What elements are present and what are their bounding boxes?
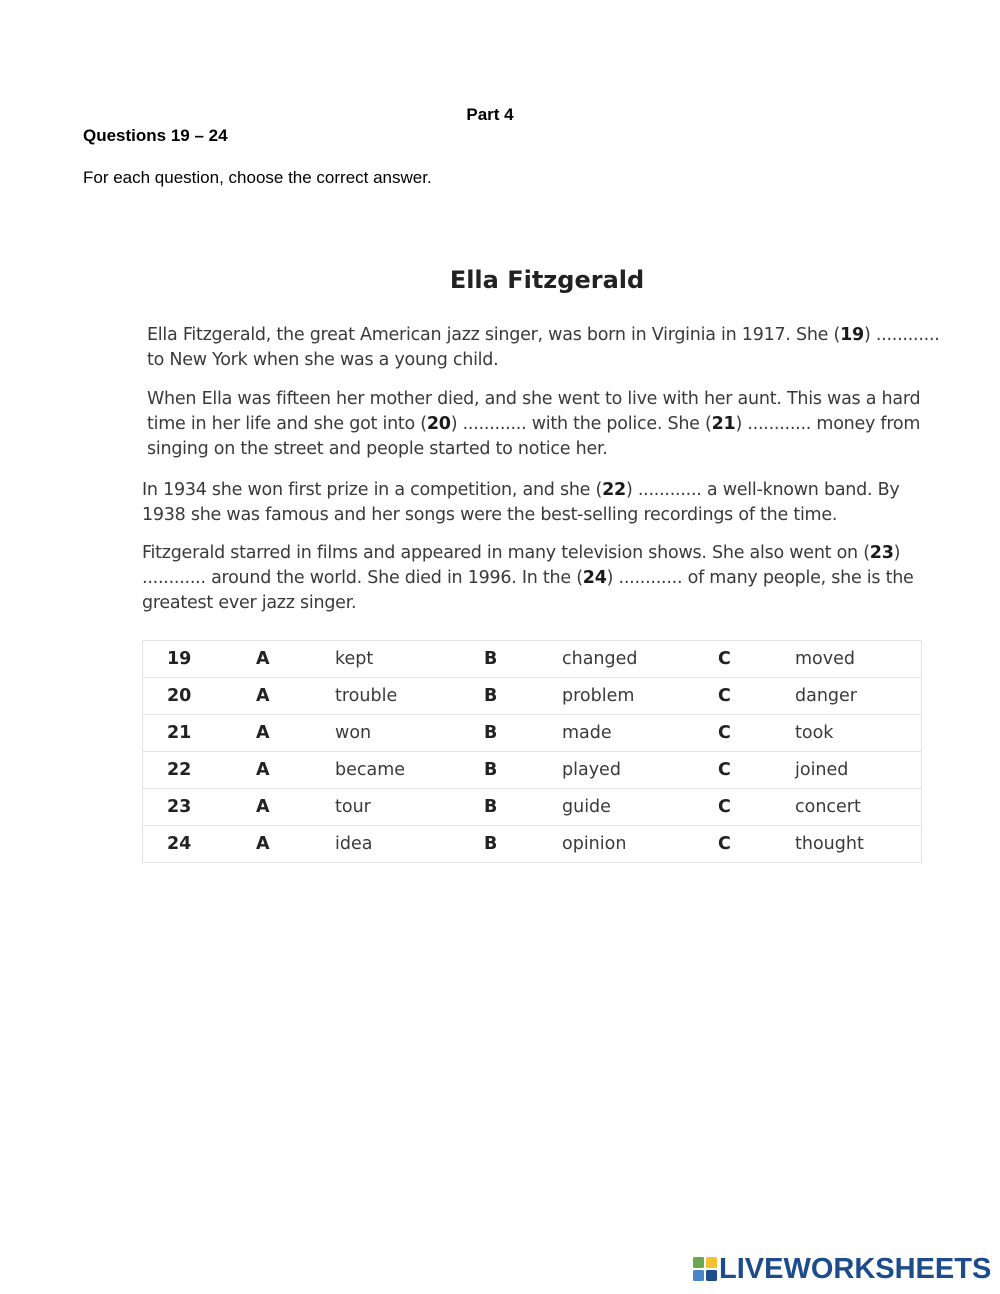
option-letter-a: A (256, 686, 270, 706)
question-number: 21 (167, 723, 192, 743)
option-a: won (335, 723, 372, 743)
option-b: problem (562, 686, 635, 706)
option-letter-b: B (484, 686, 498, 706)
gap-number: 23 (869, 543, 894, 563)
option-letter-c: C (718, 797, 731, 817)
option-a: tour (335, 797, 371, 817)
question-number: 20 (167, 686, 192, 706)
question-number: 19 (167, 649, 192, 669)
option-letter-a: A (256, 760, 270, 780)
option-row (143, 752, 922, 789)
option-a: kept (335, 649, 374, 669)
option-c: concert (795, 797, 861, 817)
option-row (143, 678, 922, 715)
option-letter-b: B (484, 760, 498, 780)
gap-number: 24 (582, 568, 607, 588)
paragraph-2: When Ella was fifteen her mother died, and she went to live with her aunt. This was a hard time in her life and she got into (20) ............ with the police. She (21) ............ money from singing on the street and people started to notice her. (147, 389, 921, 459)
option-letter-a: A (256, 834, 270, 854)
option-letter-c: C (718, 686, 731, 706)
liveworksheets-logo-icon (693, 1257, 717, 1281)
option-b: played (562, 760, 621, 780)
option-b: made (562, 723, 612, 743)
option-c: thought (795, 834, 864, 854)
questions-range: Questions 19 – 24 (83, 126, 228, 145)
gap-number: 21 (711, 414, 736, 434)
option-a: became (335, 760, 406, 780)
part-title: Part 4 (466, 105, 514, 124)
option-b: changed (562, 649, 638, 669)
option-letter-a: A (256, 723, 270, 743)
paragraph-3: In 1934 she won first prize in a competition, and she (22) ............ a well-known band. By 1938 she was famous and her songs were the best-selling recordings of the time. (142, 480, 900, 525)
option-letter-b: B (484, 797, 498, 817)
option-a: idea (335, 834, 373, 854)
option-letter-a: A (256, 649, 270, 669)
option-b: opinion (562, 834, 627, 854)
option-c: moved (795, 649, 855, 669)
gap-number: 22 (602, 480, 626, 500)
option-a: trouble (335, 686, 398, 706)
option-b: guide (562, 797, 611, 817)
option-c: took (795, 723, 834, 743)
option-letter-c: C (718, 760, 731, 780)
question-number: 22 (167, 760, 192, 780)
option-letter-b: B (484, 649, 498, 669)
option-letter-a: A (256, 797, 270, 817)
paragraph-4: Fitzgerald starred in films and appeared in many television shows. She also went on (23) ............ around the world. She died in 1996. In the (24) ............ of many people, she is the greatest ever jazz singer. (142, 543, 914, 613)
question-number: 24 (167, 834, 192, 854)
article-title: Ella Fitzgerald (449, 266, 645, 294)
option-letter-c: C (718, 834, 731, 854)
option-c: joined (795, 760, 849, 780)
paragraph-1: Ella Fitzgerald, the great American jazz singer, was born in Virginia in 1917. She (19) ............ to New York when she was a young child. (147, 325, 940, 370)
option-c: danger (795, 686, 857, 706)
option-letter-b: B (484, 723, 498, 743)
question-number: 23 (167, 797, 192, 817)
instruction: For each question, choose the correct answer. (83, 168, 432, 187)
option-letter-c: C (718, 649, 731, 669)
option-letter-b: B (484, 834, 498, 854)
option-row (143, 826, 922, 863)
option-letter-c: C (718, 723, 731, 743)
option-row (143, 641, 922, 678)
option-row (143, 715, 922, 752)
liveworksheets-logo (693, 1254, 991, 1284)
gap-number: 20 (426, 414, 451, 434)
answer-options-table (142, 640, 922, 863)
option-row (143, 789, 922, 826)
gap-number: 19 (840, 325, 864, 345)
logo-text: LIVEWORKSHEETS (719, 1252, 992, 1285)
